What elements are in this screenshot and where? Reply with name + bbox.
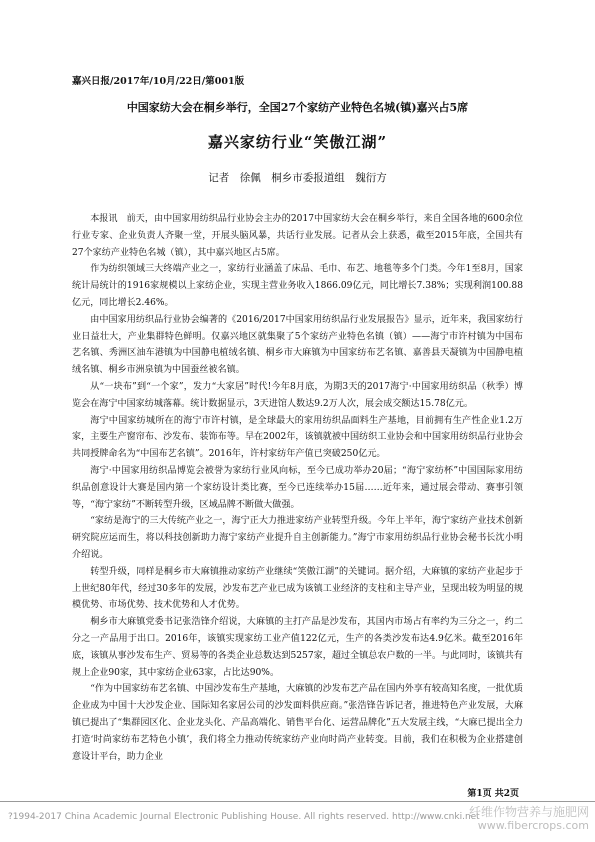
watermark-url: www.fibercrops.com bbox=[477, 819, 589, 832]
paragraph-9: 桐乡市大麻镇党委书记张浩锋介绍说，大麻镇的主打产品是沙发布，其国内市场占有率约为三分之一，约二分之一产品用于出口。2016年，该镇实现家纺工业产值122亿元，生产的各类沙发布达4.9亿米。截至2016年底，该镇从事沙发布生产、贸易等的各类企业总数达到5257家，超过全镇总农户数的一半。与此同时，该镇共有规上企业90家，其中家纺企业63家，占比达90%。 bbox=[72, 617, 523, 678]
paragraph-3: 由中国家用纺织品行业协会编著的《2016/2017中国家用纺织品行业发展报告》显示，近年来，我国家纺行业日益壮大，产业集群特色鲜明。仅嘉兴地区就集聚了5个家纺产业特色名镇（镇）——海宁市许村镇为中国布艺名镇、秀洲区油车港镇为中国静电植绒名镇、桐乡市大麻镇为中国家纺布艺名镇、嘉善县天凝镇为中国静电植绒名镇、桐乡市洲泉镇为中国蚕丝被名镇。 bbox=[72, 314, 523, 376]
paragraph-6: 海宁·中国家用纺织品博览会被誉为家纺行业风向标，至今已成功举办20届；“海宁家纺杯”中国国际家用纺织品创意设计大赛是国内第一个家纺设计类比赛，至今已连续举办15届……近年来，通过展会带动、赛事引领等，“海宁家纺”不断转型升级，区域品牌不断做大做强。 bbox=[72, 465, 523, 510]
paragraph-8: 转型升级，同样是桐乡市大麻镇推动家纺产业继续“笑傲江湖”的关键词。据介绍，大麻镇的家纺产业起步于上世纪80年代，经过30多年的发展，沙发布艺产业已成为该镇工业经济的支柱和主导产业，呈现出较为明显的规模优势、市场优势、技术优势和人才优势。 bbox=[72, 566, 523, 611]
watermark bbox=[469, 805, 589, 833]
watermark-text: 纤维作物营养与施肥网 bbox=[468, 805, 589, 819]
paragraph-7: “家纺是海宁的三大传统产业之一，海宁正大力推进家纺产业转型升级。今年上半年，海宁家纺产业技术创新研究院应运而生，将以科技创新助力海宁家纺产业提升自主创新能力。”海宁市家用纺织品行业协会秘书长沈小明介绍说。 bbox=[72, 516, 523, 560]
article-title: 嘉兴家纺行业“笑傲江湖” bbox=[207, 133, 388, 151]
article-subtitle: 中国家纺大会在桐乡举行，全国27个家纺产业特色名城(镇)嘉兴占5席 bbox=[126, 101, 469, 114]
paragraph-2: 作为纺织领域三大终端产业之一，家纺行业涵盖了床品、毛巾、布艺、地毯等多个门类。今年1至8月，国家统计局统计的1916家规模以上家纺企业，实现主营业务收入1866.09亿元，同比增长7.38%；实现利润100.88亿元，同比增长2.46%。 bbox=[72, 264, 523, 308]
article-body bbox=[72, 211, 523, 765]
footer-divider bbox=[0, 801, 595, 802]
source-line: 嘉兴日报/2017年/10月/22日/第001版 bbox=[72, 76, 245, 87]
article-byline: 记者 徐佩 桐乡市委报道组 魏衍方 bbox=[208, 172, 387, 184]
paragraph-4: 从“一块布”到“一个家”，发力“大家居”时代!今年8月底，为期3天的2017海宁·中国家用纺织品（秋季）博览会在海宁中国家纺城落幕。统计数据显示，3天进馆人数达9.2万人次，展会成交额达15.78亿元。 bbox=[72, 381, 523, 409]
page-number: 第1页 共2页 bbox=[467, 789, 519, 799]
paragraph-10: “作为中国家纺布艺名镇、中国沙发布生产基地，大麻镇的沙发布艺产品在国内外享有较高知名度，一批优质企业成为中国十大沙发企业、国际知名家居公司的沙发面料供应商。”张浩锋告诉记者，推进特色产业发展，大麻镇已提出了“集群园区化、企业龙头化、产品高端化、销售平台化、运营品牌化”五大发展主线，“大麻已提出全力打造‘时尚家纺布艺特色小镇’，我们将全力推动传统家纺产业向时尚产业转变。目前，我们在积极为企业搭建创意设计平台，助力企业 bbox=[72, 684, 523, 762]
paragraph-1: 本报讯 前天，由中国家用纺织品行业协会主办的2017中国家纺大会在桐乡举行，来自全国各地的600余位行业专家、企业负责人齐聚一堂，开展头脑风暴，共话行业发展。记者从会上获悉，截至2015年底，全国共有27个家纺产业特色名城（镇），其中嘉兴地区占5席。 bbox=[72, 214, 523, 258]
copyright-notice: ?1994-2017 China Academic Journal Electronic Publishing House. All rights reserved. http://www.cnki.net bbox=[8, 812, 480, 822]
paragraph-5: 海宁中国家纺城所在的海宁市许村镇，是全球最大的家用纺织品面料生产基地，目前拥有生产性企业1.2万家，主要生产窗帘布、沙发布、装饰布等。早在2002年，该镇就被中国纺织工业协会和中国家用纺织品行业协会共同授牌命名为“中国布艺名镇”。2016年，许村家纺年产值已突破250亿元。 bbox=[72, 415, 523, 460]
